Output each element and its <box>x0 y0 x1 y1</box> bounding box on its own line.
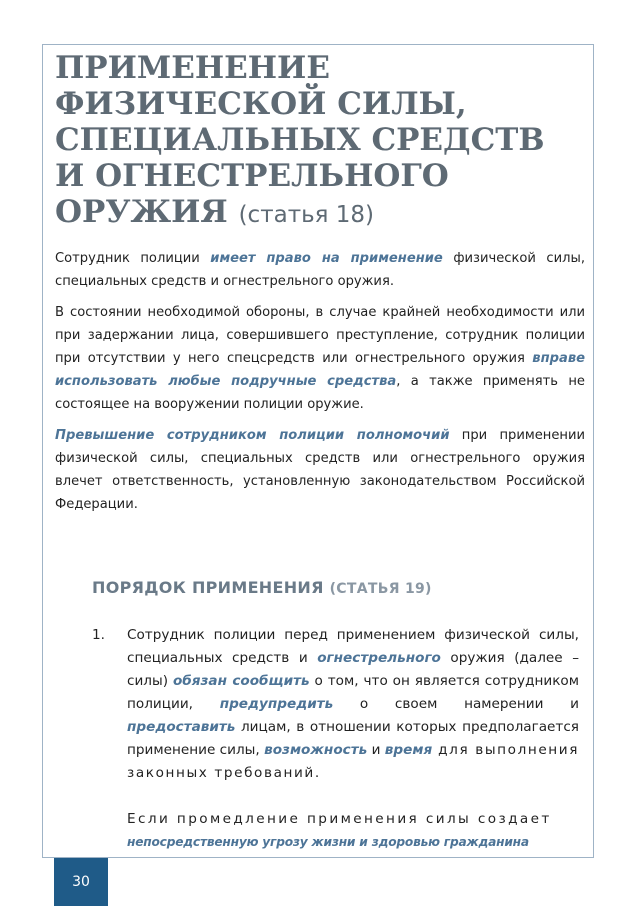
item1-t7: для выполнения законных требований. <box>127 742 580 781</box>
item1-t3: о том, что он является сотрудником полиции, <box>127 673 580 712</box>
list-item-1 <box>127 624 579 854</box>
p1-text-a: Сотрудник полиции <box>55 251 211 266</box>
paragraph-3 <box>55 424 585 516</box>
title-line-1: ПРИМЕНЕНИЕ <box>55 50 330 86</box>
item1-e1: огнестрельного <box>317 650 441 666</box>
title-article: (статья 18) <box>238 202 375 228</box>
item1-t1: Сотрудник полиции перед применением физической силы, специальных средств и <box>127 627 579 666</box>
title-line-4: И ОГНЕСТРЕЛЬНОГО <box>55 158 449 194</box>
title-line-5: ОРУЖИЯ <box>55 194 228 230</box>
section-heading-block <box>92 578 572 597</box>
p3-emphasis: Превышение сотрудником полиции полномочий <box>55 428 450 443</box>
p2-text-b: , а также применять не состоящее на вооружении полиции оружие. <box>55 374 585 412</box>
section-heading <box>92 578 572 597</box>
item1-t6: и <box>367 742 385 758</box>
item1-e3: предупредить <box>219 696 334 712</box>
item1-t4: о своем намерении и <box>333 696 579 712</box>
paragraph-1 <box>55 247 585 293</box>
page-number-badge: 30 <box>54 858 108 906</box>
p1-text-b: физической силы, специальных средств и огнестрельного оружия. <box>55 251 585 289</box>
item1-e2: обязан сообщить <box>172 673 310 689</box>
p1-emphasis: имеет право на применение <box>210 251 443 266</box>
tail-line: Если промедление применения силы создает <box>127 811 552 827</box>
item1-e5: возможность <box>264 742 368 758</box>
main-content <box>55 50 585 524</box>
title-line-3: СПЕЦИАЛЬНЫХ СРЕДСТВ <box>55 122 545 158</box>
item1-e4: предоставить <box>127 719 236 735</box>
paragraph-2 <box>55 301 585 416</box>
section-article: (СТАТЬЯ 19) <box>329 581 432 597</box>
item1-t5: лицам, в отношении которых предполагается применение силы, <box>127 719 579 758</box>
tail-emphasis: непосредственную угрозу жизни и здоровью гражданина <box>127 835 529 849</box>
item1-e6: время <box>384 742 433 758</box>
page-title <box>55 50 585 233</box>
title-line-2: ФИЗИЧЕСКОЙ СИЛЫ, <box>55 86 467 122</box>
list-item-number: 1. <box>92 627 105 643</box>
p3-text-b: при применении физической силы, специальных средств или огнестрельного оружия влечет ответственность, установленную законодательством Российской Федерации. <box>55 428 585 512</box>
p2-emphasis: вправе использовать любые подручные средства <box>55 351 585 389</box>
item1-t2: оружия (далее – силы) <box>127 650 579 689</box>
section-heading-text: ПОРЯДОК ПРИМЕНЕНИЯ <box>92 578 324 597</box>
p2-text-a: В состоянии необходимой обороны, в случае крайней необходимости или при задержании лица, совершившего преступление, сотрудник полиции при отсутствии у него спецсредств или огнестрельного оружия <box>55 305 585 366</box>
